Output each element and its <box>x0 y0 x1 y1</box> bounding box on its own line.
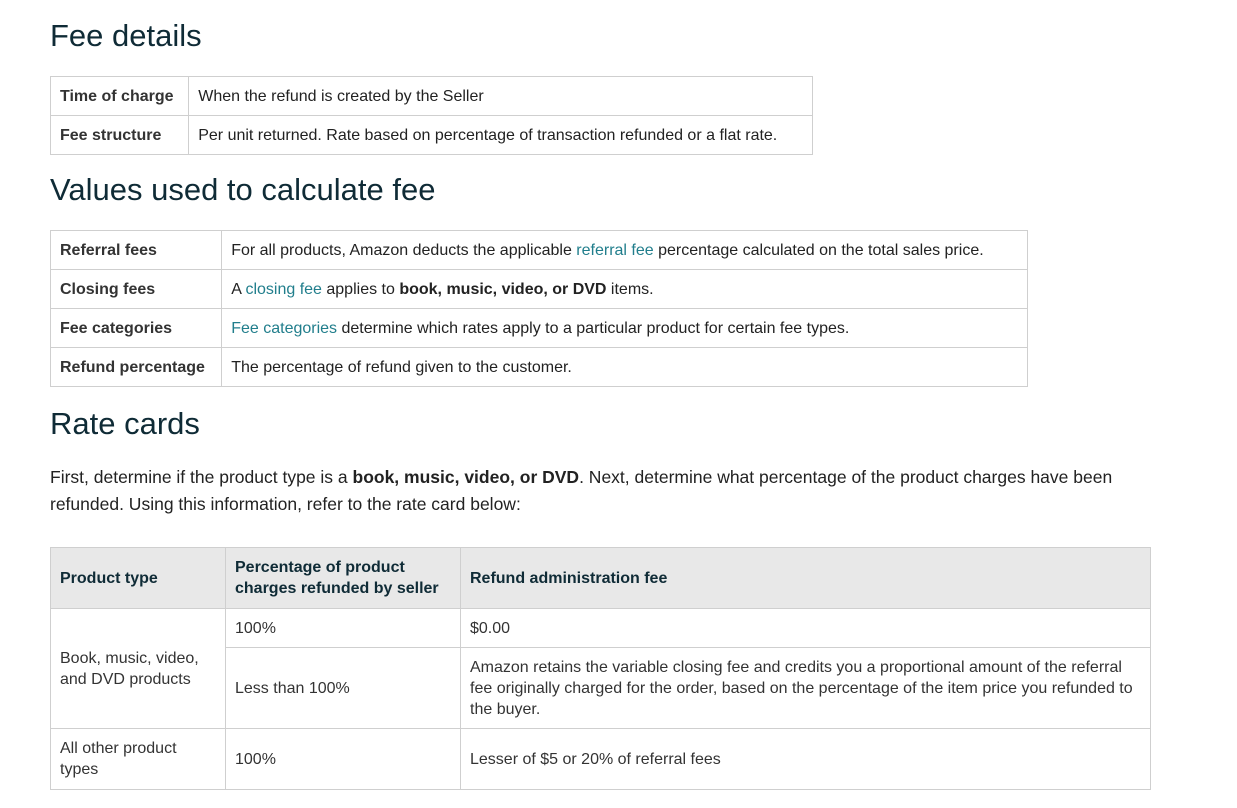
table-row <box>51 348 1028 387</box>
refund-percentage-value: The percentage of refund given to the customer. <box>222 348 1028 387</box>
media-partial-fee-cell: Amazon retains the variable closing fee and credits you a proportional amount of the referral fee originally charged for the order, based on the percentage of the item price you refunded to the buyer. <box>461 648 1151 729</box>
refund-fee-header: Refund administration fee <box>461 548 1151 609</box>
fee-structure-label: Fee structure <box>51 116 189 155</box>
fee-categories-link[interactable]: Fee categories <box>231 319 338 337</box>
table-row <box>51 309 1028 348</box>
table-row <box>51 609 1151 648</box>
rate-cards-intro <box>50 464 1160 518</box>
table-row <box>51 729 1151 790</box>
other-product-cell: All other product types <box>51 729 226 790</box>
other-fee-cell: Lesser of $5 or 20% of referral fees <box>461 729 1151 790</box>
referral-fee-link[interactable]: referral fee <box>576 241 654 259</box>
time-of-charge-label: Time of charge <box>51 77 189 116</box>
rate-card-table <box>50 547 1151 790</box>
referral-text-pre: For all products, Amazon deducts the applicable <box>231 241 577 259</box>
other-percentage-cell: 100% <box>226 729 461 790</box>
table-row <box>51 231 1028 270</box>
closing-text-bold: book, music, video, or DVD <box>399 280 607 298</box>
time-of-charge-value: When the refund is created by the Seller <box>189 77 813 116</box>
fee-details-heading: Fee details <box>50 18 202 53</box>
referral-text-post: percentage calculated on the total sales price. <box>653 241 984 259</box>
closing-text-post: items. <box>606 280 654 298</box>
fee-categories-label: Fee categories <box>51 309 222 348</box>
media-product-cell: Book, music, video, and DVD products <box>51 609 226 729</box>
intro-text-post: . Next, determine what percentage of the product charges have been refunded. Using this information, refer to the rate card below: <box>50 467 1113 514</box>
closing-fees-label: Closing fees <box>51 270 222 309</box>
product-type-header: Product type <box>51 548 226 609</box>
media-partial-percentage-cell: Less than 100% <box>226 648 461 729</box>
fee-details-table <box>50 76 813 155</box>
media-full-fee-cell: $0.00 <box>461 609 1151 648</box>
media-full-percentage-cell: 100% <box>226 609 461 648</box>
closing-fee-link[interactable]: closing fee <box>245 280 322 298</box>
refund-percentage-label: Refund percentage <box>51 348 222 387</box>
table-row <box>51 77 813 116</box>
values-heading: Values used to calculate fee <box>50 172 436 207</box>
fee-categories-text: determine which rates apply to a particular product for certain fee types. <box>337 319 850 337</box>
closing-text-pre: A <box>231 280 246 298</box>
rate-cards-heading: Rate cards <box>50 406 200 441</box>
referral-fees-label: Referral fees <box>51 231 222 270</box>
percentage-header: Percentage of product charges refunded by seller <box>226 548 461 609</box>
intro-text-bold: book, music, video, or DVD <box>352 467 580 487</box>
referral-fees-value <box>222 231 1028 270</box>
closing-fees-value <box>222 270 1028 309</box>
table-row <box>51 270 1028 309</box>
fee-categories-value <box>222 309 1028 348</box>
values-table <box>50 230 1028 387</box>
intro-text-pre: First, determine if the product type is a <box>50 467 353 487</box>
fee-structure-value: Per unit returned. Rate based on percentage of transaction refunded or a flat rate. <box>189 116 813 155</box>
table-row <box>51 116 813 155</box>
table-header-row <box>51 548 1151 609</box>
closing-text-mid: applies to <box>321 280 400 298</box>
